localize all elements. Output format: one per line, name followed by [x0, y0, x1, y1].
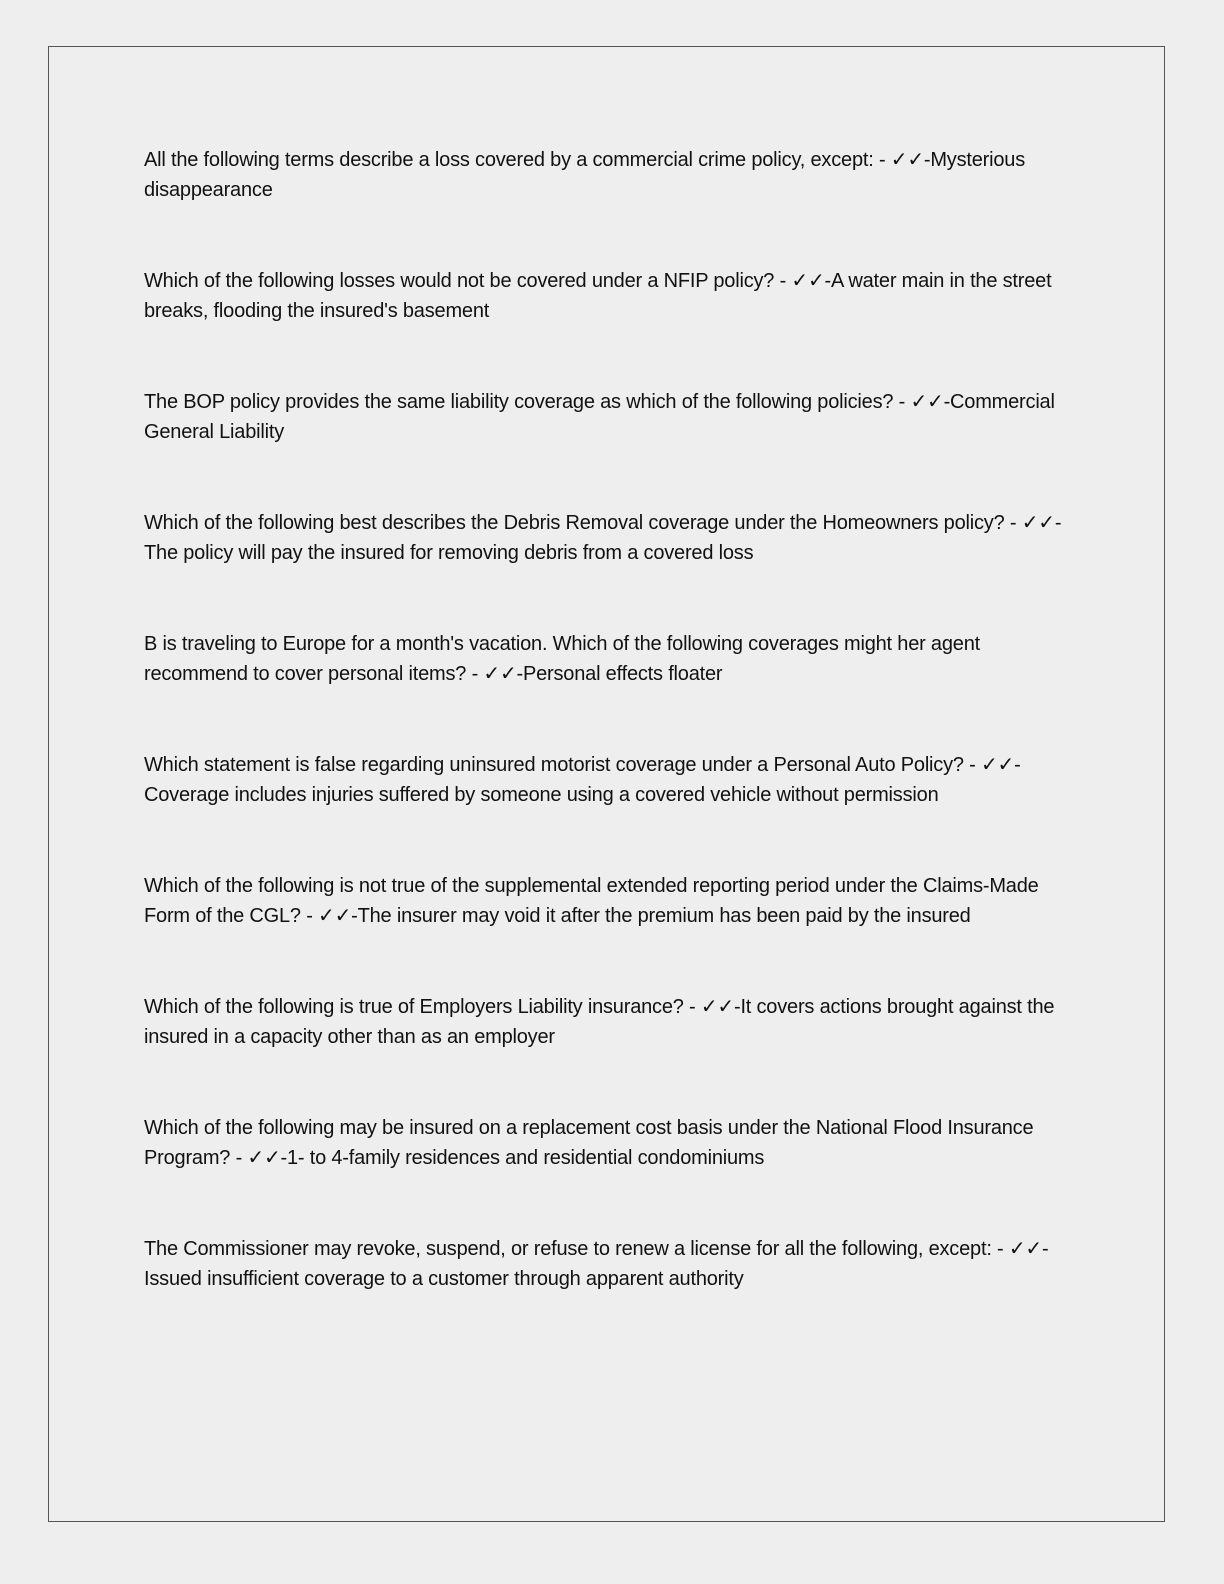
answer-text: The policy will pay the insured for removing debris from a covered loss — [144, 542, 754, 564]
question-text: The BOP policy provides the same liability coverage as which of the following policies? — [144, 391, 894, 413]
qa-item — [144, 629, 1084, 689]
answer-text: Mysterious disappearance — [144, 149, 1031, 201]
qa-item — [144, 1113, 1084, 1173]
answer-marker: - ✓✓- — [893, 391, 951, 413]
answer-marker: - ✓✓- — [466, 663, 523, 685]
answer-marker: - ✓✓- — [230, 1147, 287, 1169]
qa-item — [144, 871, 1084, 931]
question-text: Which statement is false regarding uninsured motorist coverage under a Personal Auto Policy? — [144, 754, 964, 776]
answer-marker: - ✓✓- — [683, 996, 741, 1018]
qa-item — [144, 387, 1084, 447]
qa-item — [144, 266, 1084, 326]
answer-marker: - ✓✓- — [300, 905, 358, 927]
answer-text: Issued insufficient coverage to a customer through apparent authority — [144, 1268, 744, 1290]
qa-item — [144, 145, 1084, 205]
answer-text: A water main in the street breaks, flooding the insured's basement — [144, 270, 1057, 322]
answer-text: The insurer may void it after the premium has been paid by the insured — [357, 905, 971, 927]
question-text: Which of the following is not true of the supplemental extended reporting period under the Claims-Made Form of the CGL? — [144, 875, 1044, 927]
answer-marker: - ✓✓- — [873, 149, 931, 171]
qa-item — [144, 508, 1084, 568]
answer-marker: - ✓✓- — [1004, 512, 1062, 534]
answer-text: Personal effects floater — [522, 663, 723, 685]
answer-text: Commercial General Liability — [144, 391, 1061, 443]
question-text: The Commissioner may revoke, suspend, or refuse to renew a license for all the following, except: — [144, 1238, 992, 1260]
answer-marker: - ✓✓- — [963, 754, 1021, 776]
qa-item — [144, 1234, 1084, 1294]
answer-text: It covers actions brought against the insured in a capacity other than as an employer — [144, 996, 1060, 1048]
answer-marker: - ✓✓- — [774, 270, 831, 292]
question-text: Which of the following is true of Employers Liability insurance? — [144, 996, 684, 1018]
qa-item — [144, 992, 1084, 1052]
answer-marker: - ✓✓- — [991, 1238, 1049, 1260]
question-text: All the following terms describe a loss covered by a commercial crime policy, except: — [144, 149, 874, 171]
question-text: Which of the following may be insured on a replacement cost basis under the National Flood Insurance Program? — [144, 1117, 1039, 1169]
qa-item — [144, 750, 1084, 810]
question-text: Which of the following losses would not be covered under a NFIP policy? — [144, 270, 775, 292]
answer-text: Coverage includes injuries suffered by someone using a covered vehicle without permission — [144, 784, 939, 806]
question-text: Which of the following best describes the Debris Removal coverage under the Homeowners policy? — [144, 512, 1005, 534]
question-text: B is traveling to Europe for a month's vacation. Which of the following coverages might her agent recommend to cover personal items? — [144, 633, 986, 685]
answer-text: 1- to 4-family residences and residential condominiums — [286, 1147, 765, 1169]
qa-list — [144, 145, 1084, 1355]
